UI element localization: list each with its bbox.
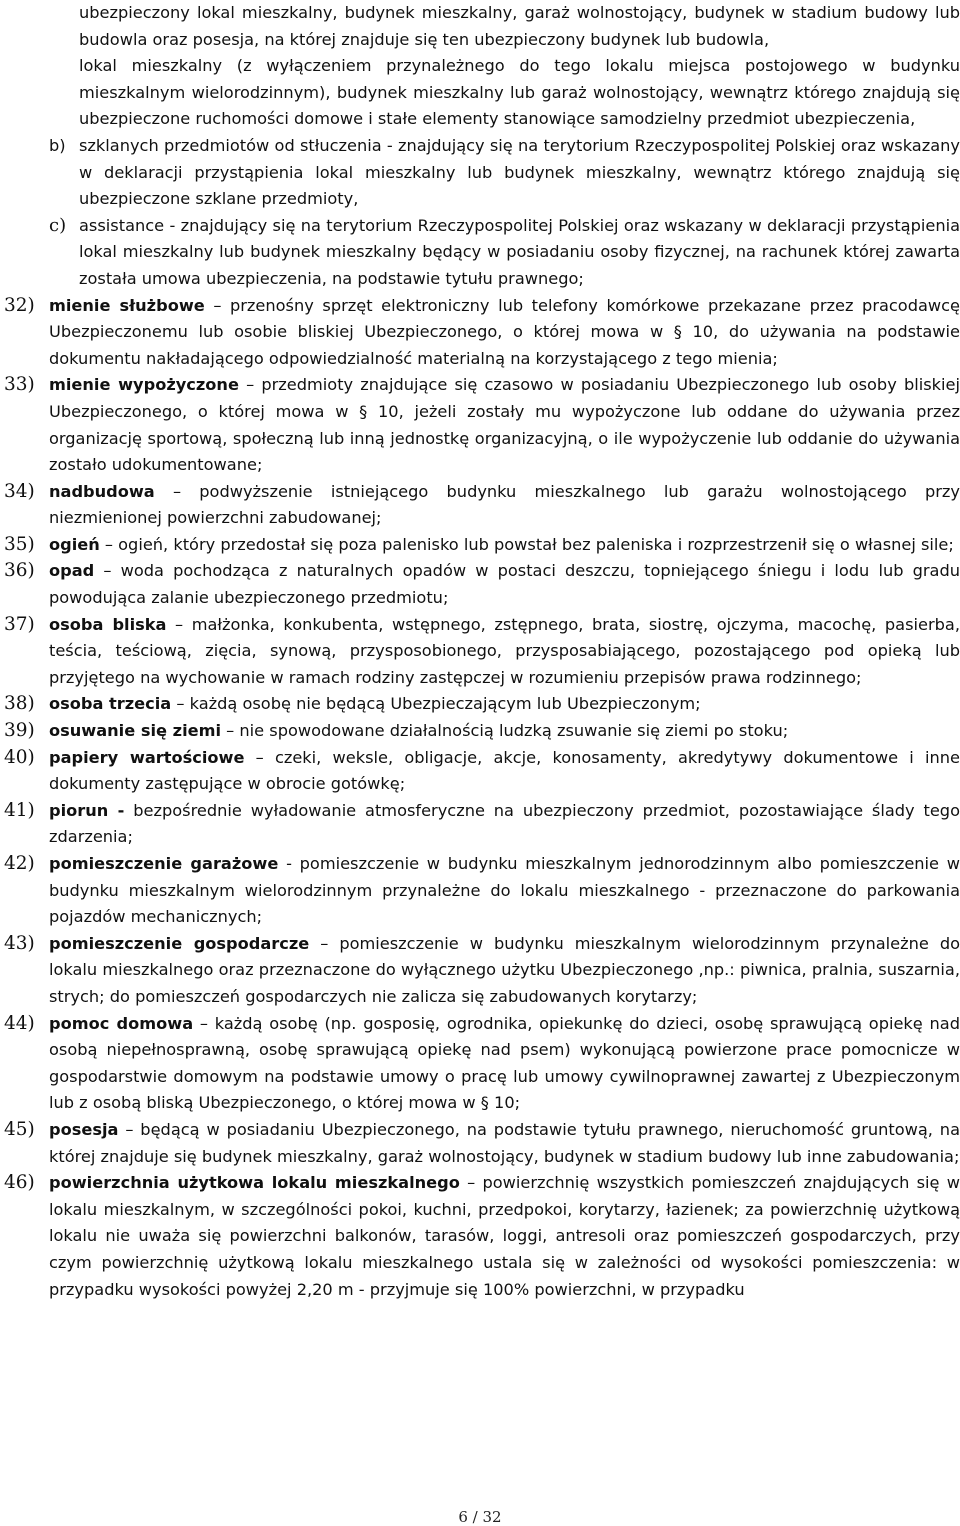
list-item (4, 53, 960, 133)
definition-text: - pomieszczenie w budynku mieszkalnym jednorodzinnym albo pomieszczenie w budynku mieszkalnym wielorodzinnym przynależne do lokalu mieszkalnego - przeznaczone do parkowania pojazdów mechanicznych; (49, 854, 960, 927)
definition-text: – woda pochodząca z naturalnych opadów w postaci deszczu, topniejącego śniegu i lodu lub gradu powodująca zalanie ubezpieczonego przedmiotu; (49, 561, 960, 608)
definition-item (4, 1011, 960, 1117)
list-item-text: assistance - znajdujący się na terytorium Rzeczypospolitej Polskiej oraz wskazany w deklaracji przystąpienia lokal mieszkalny lub budynek mieszkalny będący w posiadaniu osoby fizycznej, na rachunek której zawarta została umowa ubezpieczenia, na podstawie tytułu prawnego; (79, 215, 960, 288)
item-number: 43) (4, 932, 35, 954)
definition-item (4, 479, 960, 532)
defined-term: piorun - (49, 800, 125, 820)
list-item-text: szklanych przedmiotów od stłuczenia - znajdujący się na terytorium Rzeczypospolitej Polskiej oraz wskazany w deklaracji przystąpienia lokal mieszkalny lub budynek mieszkalny, wewnątrz którego znajdują się ubezpieczone szklane przedmioty, (79, 135, 960, 209)
definition-item (4, 293, 960, 373)
definition-text: – będącą w posiadaniu Ubezpieczonego, na podstawie tytułu prawnego, nieruchomość gruntową, na której znajduje się budynek mieszkalny, garaż wolnostojący, budynek w stadium budowy lub inne zabudowania; (49, 1119, 960, 1166)
definition-item (4, 532, 960, 559)
definition-text: – małżonka, konkubenta, wstępnego, zstępnego, brata, siostrę, ojczyma, macochę, pasierba, teścia, teściową, zięcia, synową, przysposobionego, przysposabiającego, pozostającego pod opieką lub przyjętego na wychowanie w ramach rodziny zastępczej w rozumieniu przepisów prawa rodzinnego; (49, 614, 960, 687)
definition-item (4, 931, 960, 1011)
definition-item (4, 718, 960, 745)
defined-term: pomieszczenie garażowe (49, 854, 279, 873)
definition-item (4, 372, 960, 478)
list-item (4, 133, 960, 213)
definition-text: – czeki, weksle, obligacje, akcje, konosamenty, akredytywy dokumentowe i inne dokumenty zastępujące w obrocie gotówkę; (49, 747, 960, 794)
defined-term: powierzchnia użytkowa lokalu mieszkalnego (49, 1173, 460, 1193)
defined-term: pomieszczenie gospodarcze (49, 933, 310, 953)
item-number: 39) (4, 720, 35, 742)
defined-term: ogień (49, 534, 100, 554)
definition-item (4, 1117, 960, 1170)
definition-item (4, 691, 960, 718)
list-item (4, 213, 960, 293)
item-number: 42) (4, 853, 35, 874)
definition-item (4, 851, 960, 931)
item-number: 38) (4, 693, 35, 715)
defined-term: mienie służbowe (49, 295, 205, 315)
item-number: 32) (4, 294, 35, 316)
item-number: 34) (4, 480, 35, 502)
definition-item (4, 1170, 960, 1303)
defined-term: opad (49, 561, 95, 581)
list-item (4, 0, 960, 53)
item-number: 33) (4, 374, 35, 396)
list-item-marker: b) (49, 135, 66, 155)
item-number: 36) (4, 560, 35, 582)
defined-term: papiery wartościowe (49, 747, 245, 767)
definition-item (4, 612, 960, 692)
defined-term: mienie wypożyczone (49, 375, 239, 395)
defined-term: nadbudowa (49, 481, 155, 501)
item-number: 45) (4, 1118, 35, 1140)
defined-term: osoba trzecia (49, 694, 172, 714)
definition-text: – podwyższenie istniejącego budynku mieszkalnego lub garażu wolnostojącego przy niezmienionej powierzchni zabudowanej; (49, 481, 960, 528)
page-number: 6 / 32 (458, 1508, 502, 1526)
definition-item (4, 745, 960, 798)
definition-text: bezpośrednie wyładowanie atmosferyczne na ubezpieczony przedmiot, pozostawiające ślady tego zdarzenia; (49, 800, 960, 847)
defined-term: pomoc domowa (49, 1013, 194, 1033)
item-number: 41) (4, 799, 35, 821)
definition-text: – pomieszczenie w budynku mieszkalnym wielorodzinnym przynależne do lokalu mieszkalnego oraz przeznaczone do wyłącznego użytku Ubezpieczonego ,np.: piwnica, pralnia, suszarnia, strych; do pomieszczeń gospodarczych nie zalicza się zabudowanych korytarzy; (49, 933, 960, 1006)
definition-text: – przedmioty znajdujące się czasowo w posiadaniu Ubezpieczonego lub osoby bliskiej Ubezpieczonego, o której mowa w § 10, jeżeli zostały mu wypożyczone lub oddane do używania przez organizację sportową, społeczną lub inną jednostkę organizacyjną, o ile wypożyczenie lub oddanie do używania zostało udokumentowane; (49, 375, 960, 475)
defined-term: posesja (49, 1119, 119, 1139)
definition-text: – powierzchnię wszystkich pomieszczeń znajdujących się w lokalu mieszkalnym, w szczególności pokoi, kuchni, przedpokoi, korytarzy, łazienek; za powierzchnię użytkową lokalu nie uważa się powierzchni balkonów, tarasów, loggi, antresoli oraz pomieszczeń gospodarczych, przy czym powierzchnię użytkową lokalu mieszkalnego ustala się w zależności od wysokości pomieszczenia: w przypadku wysokości powyżej 2,20 m - przyjmuje się 100% powierzchni, w przypadku (49, 1173, 960, 1299)
definition-item (4, 798, 960, 851)
definition-text: – ogień, który przedostał się poza palenisko lub powstał bez paleniska i rozprzestrzenił się o własnej sile; (99, 534, 954, 554)
item-number: 35) (4, 533, 35, 555)
item-number: 46) (4, 1172, 35, 1194)
list-item-text: lokal mieszkalny (z wyłączeniem przynależnego do tego lokalu miejsca postojowego w budynku mieszkalnym wielorodzinnym), budynek mieszkalny lub garaż wolnostojący, wewnątrz którego znajdują się ubezpieczone ruchomości domowe i stałe elementy stanowiące samodzielny przedmiot ubezpieczenia, (79, 56, 960, 129)
definition-text: – każdą osobę (np. gosposię, ogrodnika, opiekunkę do dzieci, osobę sprawującą opiekę nad osobą niepełnosprawną, osobę sprawującą opiekę nad psem) wykonującą powierzone prace pomocnicze w gospodarstwie domowym na podstawie umowy o pracę lub umowy cywilnoprawnej zawartej z Ubezpieczonym lub z osobą bliską Ubezpieczonego, o której mowa w § 10; (49, 1013, 960, 1113)
item-number: 44) (4, 1012, 35, 1034)
item-number: 40) (4, 746, 35, 768)
defined-term: osoba bliska (49, 614, 167, 634)
definition-text: – przenośny sprzęt elektroniczny lub telefony komórkowe przekazane przez pracodawcę Ubezpieczonemu lub osobie bliskiej Ubezpieczonego, o której mowa w § 10, do używania na podstawie dokumentu nakładającego odpowiedzialność materialną na korzystającego z tego mienia; (49, 295, 960, 368)
definition-text: – nie spowodowane działalnością ludzką zsuwanie się ziemi po stoku; (221, 721, 789, 741)
list-item-marker: c) (49, 214, 67, 236)
definition-text: – każdą osobę nie będącą Ubezpieczającym lub Ubezpieczonym; (171, 694, 701, 714)
defined-term: osuwanie się ziemi (49, 721, 222, 741)
item-number: 37) (4, 613, 35, 635)
list-item-text: ubezpieczony lokal mieszkalny, budynek mieszkalny, garaż wolnostojący, budynek w stadium budowy lub budowla oraz posesja, na której znajduje się ten ubezpieczony budynek lub budowla, (79, 3, 960, 49)
definition-item (4, 558, 960, 611)
